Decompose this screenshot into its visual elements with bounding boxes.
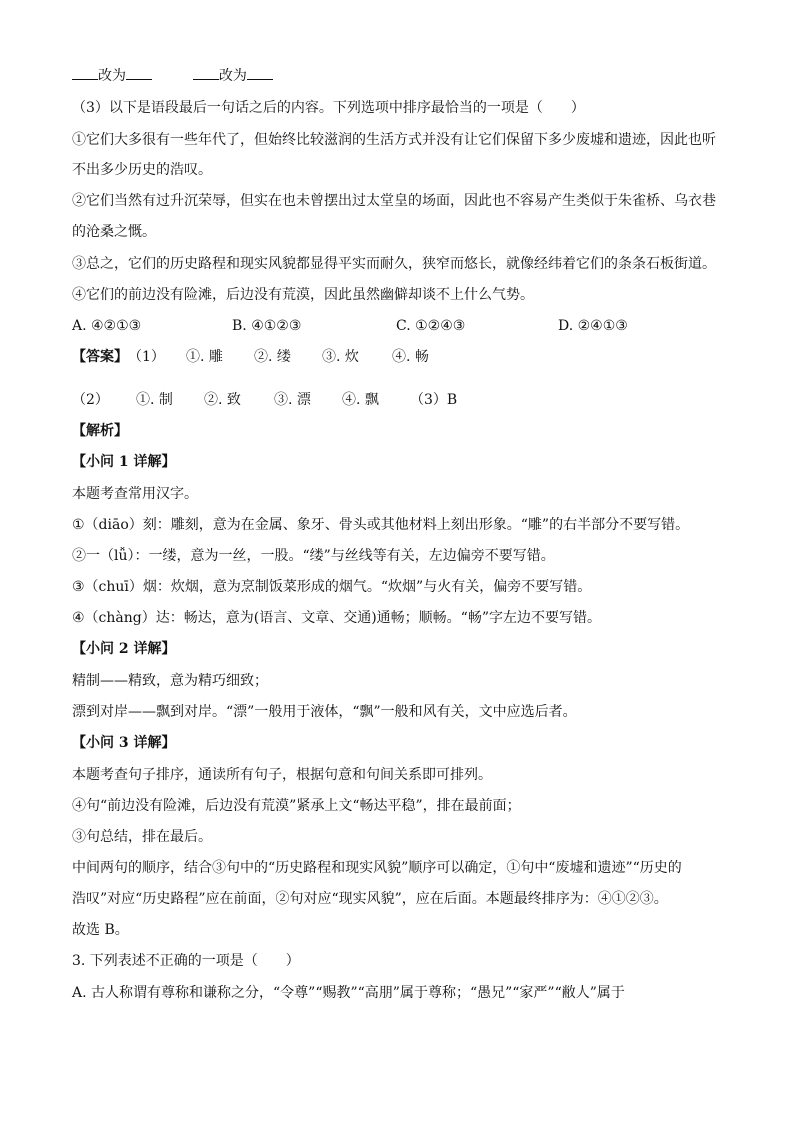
- option-d: D. ②④①③: [558, 318, 628, 334]
- question-3-stem: 3. 下列表述不正确的一项是（ ）: [72, 953, 300, 969]
- change-to-label: 改为: [218, 68, 247, 84]
- answer-part-1-number: （1）: [128, 349, 165, 365]
- fill-blank[interactable]: [247, 66, 273, 80]
- sub-question-1-title: 【小问 1 详解】: [72, 454, 176, 470]
- analysis-1-line: ②一（lǚ）：一缕，意为一丝，一股。“缕”与丝线等有关，左边偏旁不要写错。: [72, 548, 555, 564]
- answer-1-item-3: ③. 炊: [322, 349, 359, 365]
- fill-blank[interactable]: [72, 66, 98, 80]
- analysis-1-line: ①（diāo）刻：雕刻，意为在金属、象牙、骨头或其他材料上刻出形象。“雕”的右半部分不要写错。: [72, 517, 690, 533]
- answer-2-item-1: ①. 制: [136, 392, 173, 408]
- analysis-3-line: ③句总结，排在最后。: [72, 829, 212, 845]
- answer-1-item-1: ①. 雕: [186, 349, 223, 365]
- sub-question-3-title: 【小问 3 详解】: [72, 735, 176, 751]
- analysis-1-line: ③（chuī）烟：炊烟，意为烹制饭菜形成的烟气。“炊烟”与火有关，偏旁不要写错。: [72, 579, 592, 595]
- analysis-1-line: ④（chàng）达：畅达，意为(语言、文章、交通)通畅；顺畅。“畅”字左边不要写错。: [72, 610, 601, 626]
- blank-answer-line: [72, 66, 273, 86]
- fill-blank[interactable]: [126, 66, 152, 80]
- analysis-3-line: 浩叹”对应“历史路程”应在前面，②句对应“现实风貌”，应在后面。本题最终排序为：④①②③。: [72, 891, 668, 907]
- analysis-3-line: 本题考查句子排序，通读所有句子，根据句意和句间关系即可排列。: [72, 767, 492, 783]
- answer-2-item-2: ②. 致: [204, 392, 241, 408]
- analysis-3-line: 中间两句的顺序，结合③句中的“历史路程和现实风貌”顺序可以确定，①句中“废墟和遗迹”“历史的: [72, 860, 682, 876]
- sentence-2-line-1: ②它们当然有过升沉荣辱，但实在也未曾摆出过太堂皇的场面，因此也不容易产生类似于朱雀桥、乌衣巷: [72, 193, 716, 209]
- analysis-2-line: 精制——精致，意为精巧细致；: [72, 673, 268, 689]
- fill-blank[interactable]: [193, 66, 219, 80]
- sentence-1-line-1: ①它们大多很有一些年代了，但始终比较滋润的生活方式并没有让它们保留下多少废墟和遗迹，因此也听: [72, 132, 716, 148]
- sentence-4: ④它们的前边没有险滩，后边没有荒漠，因此虽然幽僻却谈不上什么气势。: [72, 287, 534, 303]
- analysis-2-line: 漂到对岸——飘到对岸。“漂”一般用于液体，“飘”一般和风有关，文中应选后者。: [72, 704, 577, 720]
- analysis-label: 【解析】: [72, 423, 128, 439]
- question-3-intro: （3）以下是语段最后一句话之后的内容。下列选项中排序最恰当的一项是（ ）: [72, 100, 585, 116]
- sentence-3: ③总之，它们的历史路程和现实风貌都显得平实而耐久，狭窄而悠长，就像经纬着它们的条条石板街道。: [72, 256, 716, 272]
- answer-label: 【答案】: [72, 349, 128, 365]
- answer-1-item-4: ④. 畅: [392, 349, 429, 365]
- answer-part-3: （3）B: [410, 392, 458, 408]
- sentence-2-line-2: 的沧桑之慨。: [72, 224, 156, 240]
- option-b: B. ④①②③: [232, 318, 302, 334]
- answer-2-item-3: ③. 漂: [274, 392, 311, 408]
- option-a: A. ④②①③: [72, 318, 142, 334]
- answer-1-item-2: ②. 缕: [254, 349, 291, 365]
- question-3-option-a: A. 古人称谓有尊称和谦称之分，“令尊”“赐教”“高朋”属于尊称；“愚兄”“家严”“敝人”属于: [72, 985, 625, 1001]
- sentence-1-line-2: 不出多少历史的浩叹。: [72, 162, 212, 178]
- answer-part-2-number: （2）: [72, 392, 109, 408]
- analysis-3-line: 故选 B。: [72, 922, 129, 938]
- option-c: C. ①②④③: [396, 318, 466, 334]
- answer-2-item-4: ④. 飘: [342, 392, 379, 408]
- sub-question-2-title: 【小问 2 详解】: [72, 641, 176, 657]
- analysis-3-line: ④句“前边没有险滩，后边没有荒漠”紧承上文“畅达平稳”，排在最前面；: [72, 798, 521, 814]
- analysis-1-line: 本题考查常用汉字。: [72, 486, 198, 502]
- change-to-label: 改为: [98, 68, 126, 84]
